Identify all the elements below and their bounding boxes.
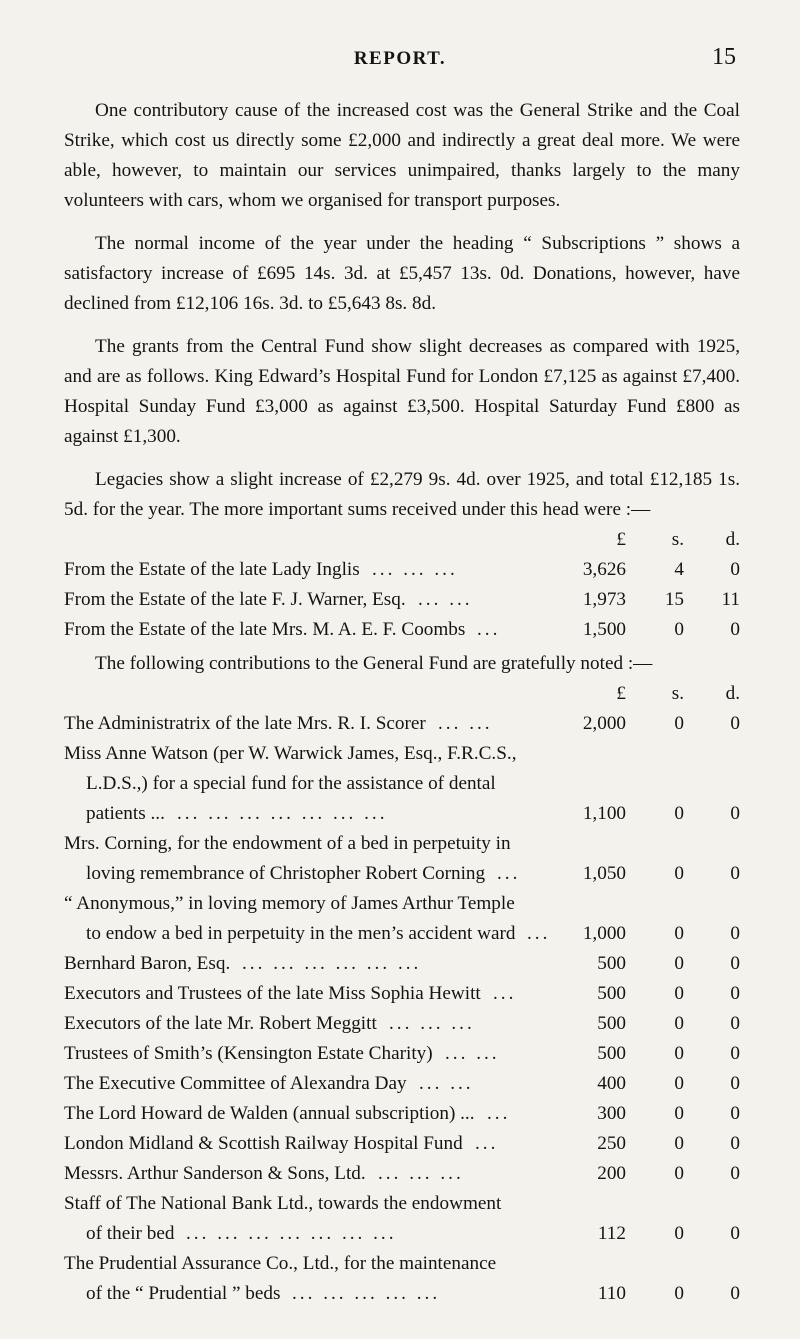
contributions-intro: The following contributions to the General Fund are gratefully noted :— — [95, 653, 653, 674]
amount-pounds: 300 — [597, 1103, 626, 1124]
contribution-row — [64, 859, 740, 889]
paragraph-subscriptions: The normal income of the year under the heading “ Subscriptions ” shows a satisfactory increase of £695 14s. 3d. at £5,457 13s. 0d. Donations, however, have declined from £12,106 16s. 3d. to £5,643 8s. 8d. — [64, 233, 740, 314]
contribution-row — [64, 1279, 740, 1309]
contributor-label: The Executive Committee of Alexandra Day — [64, 1073, 407, 1094]
amount-pence: 0 — [730, 1013, 740, 1034]
amount-shillings: 4 — [674, 559, 684, 580]
amount-shillings: 0 — [674, 1163, 684, 1184]
contributions-currency-header — [64, 679, 740, 709]
leader-dots: ... — [493, 983, 517, 1004]
contribution-row — [64, 709, 740, 739]
amount-shillings: 0 — [674, 983, 684, 1004]
contribution-row-continued — [64, 889, 740, 919]
paragraph-grants: The grants from the Central Fund show slight decreases as compared with 1925, and are as follows. King Edward’s Hospital Fund for London £7,125 as against £7,400. Hospital Sunday Fund £3,000 as against £3,500. Hospital Saturday Fund £800 as against £1,300. — [64, 336, 740, 447]
amount-pounds: 400 — [597, 1073, 626, 1094]
pounds-header: £ — [616, 683, 626, 704]
amount-pence: 0 — [730, 1283, 740, 1304]
paragraph-strike: One contributory cause of the increased cost was the General Strike and the Coal Strike, which cost us directly some £2,000 and indirectly a great deal more. We were able, however, to maintain our services unimpaired, thanks largely to the many volunteers with cars, whom we organised for transport purposes. — [64, 100, 740, 211]
legacies-table — [64, 525, 740, 645]
legacy-label: From the Estate of the late F. J. Warner, Esq. — [64, 589, 406, 610]
contributor-label: of their bed — [86, 1223, 175, 1244]
contribution-row-continued — [64, 1189, 740, 1219]
pence-header: d. — [725, 683, 740, 704]
amount-pounds: 500 — [597, 1013, 626, 1034]
amount-pence: 0 — [730, 1163, 740, 1184]
leader-dots: ... ... ... ... ... ... ... — [186, 1223, 397, 1244]
leader-dots: ... — [475, 1133, 499, 1154]
amount-pounds: 1,050 — [582, 863, 626, 884]
contribution-row — [64, 1009, 740, 1039]
paragraph-legacies: Legacies show a slight increase of £2,279 9s. 4d. over 1925, and total £12,185 1s. 5d. for the year. The more important sums received under this head were :— — [64, 469, 740, 520]
leader-dots: ... ... ... ... ... ... ... — [177, 803, 388, 824]
leader-dots: ... — [477, 619, 501, 640]
contribution-row — [64, 1219, 740, 1249]
contributor-label: The Lord Howard de Walden (annual subscription) ... — [64, 1103, 475, 1124]
amount-pounds: 500 — [597, 953, 626, 974]
amount-pence: 11 — [721, 589, 740, 610]
legacy-row — [64, 555, 740, 585]
amount-pounds: 1,000 — [582, 923, 626, 944]
contribution-row — [64, 1129, 740, 1159]
amount-pounds: 1,973 — [582, 589, 626, 610]
amount-shillings: 0 — [674, 1283, 684, 1304]
legacy-row — [64, 615, 740, 645]
leader-dots: ... — [487, 1103, 511, 1124]
amount-shillings: 0 — [674, 1073, 684, 1094]
amount-pence: 0 — [730, 923, 740, 944]
amount-pounds: 1,100 — [582, 803, 626, 824]
amount-pounds: 500 — [597, 983, 626, 1004]
amount-pence: 0 — [730, 1223, 740, 1244]
contribution-row — [64, 1069, 740, 1099]
amount-pence: 0 — [730, 983, 740, 1004]
contribution-row — [64, 949, 740, 979]
amount-shillings: 0 — [674, 1043, 684, 1064]
contributor-label: The Prudential Assurance Co., Ltd., for the maintenance — [64, 1253, 497, 1274]
legacies-currency-header — [64, 525, 740, 555]
amount-shillings: 0 — [674, 863, 684, 884]
contributor-label: Mrs. Corning, for the endowment of a bed in perpetuity in — [64, 833, 511, 854]
leader-dots: ... — [527, 923, 551, 944]
contribution-row-continued — [64, 739, 740, 769]
shillings-header: s. — [671, 529, 684, 550]
contributor-label: of the “ Prudential ” beds — [86, 1283, 281, 1304]
contributor-label: Messrs. Arthur Sanderson & Sons, Ltd. — [64, 1163, 366, 1184]
amount-shillings: 0 — [674, 1013, 684, 1034]
contribution-row — [64, 1159, 740, 1189]
shillings-header: s. — [671, 683, 684, 704]
leader-dots: ... ... ... — [378, 1163, 464, 1184]
contributor-label: Executors of the late Mr. Robert Meggitt — [64, 1013, 377, 1034]
contribution-row-continued — [64, 769, 740, 799]
running-title: REPORT. — [353, 48, 447, 69]
contributor-label: Bernhard Baron, Esq. — [64, 953, 231, 974]
contributor-label: L.D.S.,) for a special fund for the assistance of dental — [86, 773, 496, 794]
page-header — [0, 44, 800, 78]
pence-header: d. — [725, 529, 740, 550]
report-body — [64, 96, 740, 1309]
amount-pence: 0 — [730, 559, 740, 580]
amount-pounds: 2,000 — [582, 713, 626, 734]
amount-shillings: 0 — [674, 1103, 684, 1124]
amount-pence: 0 — [730, 713, 740, 734]
amount-pounds: 500 — [597, 1043, 626, 1064]
leader-dots: ... ... — [445, 1043, 500, 1064]
contribution-row — [64, 1099, 740, 1129]
amount-pence: 0 — [730, 1133, 740, 1154]
contribution-row — [64, 979, 740, 1009]
amount-shillings: 0 — [674, 1223, 684, 1244]
contributor-label: to endow a bed in perpetuity in the men’s accident ward — [86, 923, 516, 944]
amount-shillings: 0 — [674, 953, 684, 974]
contribution-row — [64, 919, 740, 949]
contributor-label: Executors and Trustees of the late Miss Sophia Hewitt — [64, 983, 481, 1004]
contributor-label: loving remembrance of Christopher Robert Corning — [86, 863, 486, 884]
leader-dots: ... ... ... ... ... ... — [242, 953, 422, 974]
contributions-table — [64, 679, 740, 1309]
amount-pence: 0 — [730, 1073, 740, 1094]
amount-pence: 0 — [730, 953, 740, 974]
amount-pounds: 110 — [597, 1283, 626, 1304]
contributor-label: Staff of The National Bank Ltd., towards the endowment — [64, 1193, 502, 1214]
legacy-label: From the Estate of the late Lady Inglis — [64, 559, 360, 580]
contributor-label: The Administratrix of the late Mrs. R. I. Scorer — [64, 713, 426, 734]
leader-dots: ... ... ... — [389, 1013, 475, 1034]
contributor-label: London Midland & Scottish Railway Hospital Fund — [64, 1133, 463, 1154]
contributor-label: “ Anonymous,” in loving memory of James Arthur Temple — [64, 893, 515, 914]
legacy-row — [64, 585, 740, 615]
pounds-header: £ — [616, 529, 626, 550]
amount-shillings: 0 — [674, 803, 684, 824]
amount-shillings: 0 — [674, 923, 684, 944]
leader-dots: ... ... — [419, 1073, 474, 1094]
leader-dots: ... ... ... ... ... — [292, 1283, 441, 1304]
contribution-row — [64, 1039, 740, 1069]
amount-shillings: 0 — [674, 619, 684, 640]
amount-pounds: 200 — [597, 1163, 626, 1184]
amount-pence: 0 — [730, 803, 740, 824]
amount-pounds: 1,500 — [582, 619, 626, 640]
amount-shillings: 0 — [674, 713, 684, 734]
leader-dots: ... ... — [418, 589, 473, 610]
amount-pence: 0 — [730, 1043, 740, 1064]
amount-pence: 0 — [730, 863, 740, 884]
amount-pounds: 3,626 — [582, 559, 626, 580]
contribution-row-continued — [64, 829, 740, 859]
amount-shillings: 0 — [674, 1133, 684, 1154]
legacy-label: From the Estate of the late Mrs. M. A. E. F. Coombs — [64, 619, 466, 640]
amount-pounds: 250 — [597, 1133, 626, 1154]
contributor-label: Trustees of Smith’s (Kensington Estate Charity) — [64, 1043, 433, 1064]
leader-dots: ... — [497, 863, 521, 884]
contribution-row — [64, 799, 740, 829]
amount-shillings: 15 — [664, 589, 684, 610]
contribution-row-continued — [64, 1249, 740, 1279]
page-number: 15 — [712, 44, 736, 70]
amount-pence: 0 — [730, 619, 740, 640]
contributor-label: Miss Anne Watson (per W. Warwick James, Esq., F.R.C.S., — [64, 743, 517, 764]
amount-pence: 0 — [730, 1103, 740, 1124]
contributor-label: patients ... — [86, 803, 165, 824]
leader-dots: ... ... ... — [372, 559, 458, 580]
amount-pounds: 112 — [597, 1223, 626, 1244]
leader-dots: ... ... — [438, 713, 493, 734]
